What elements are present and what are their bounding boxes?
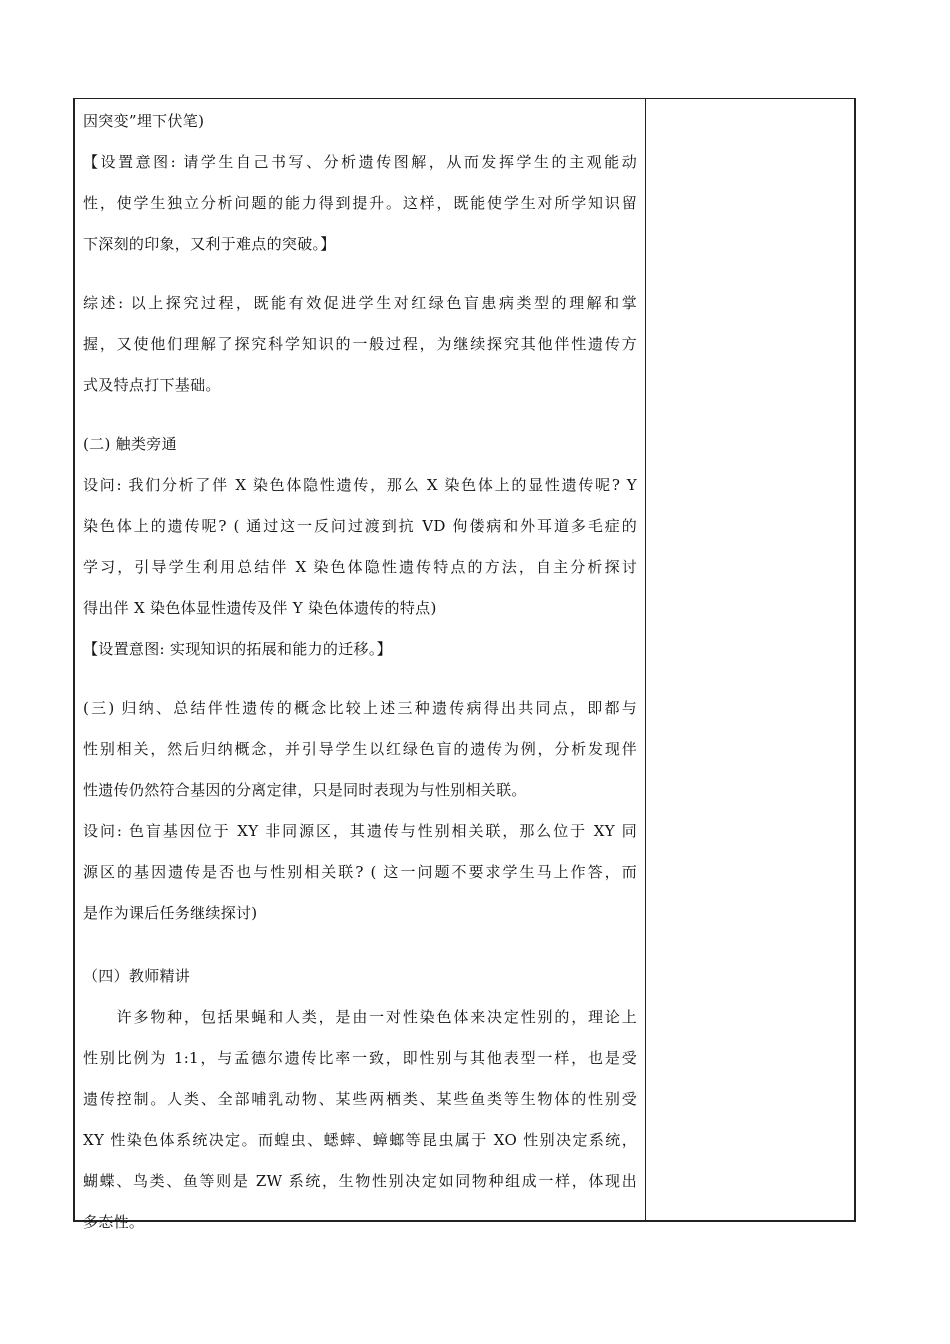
- section-heading: (二) 触类旁通: [83, 435, 177, 453]
- notes-cell: [646, 99, 854, 1220]
- text-line: 综述: 以上探究过程，既能有效促进学生对红绿色盲患病类型的理解和掌: [83, 294, 637, 312]
- text-line: 式及特点打下基础。: [83, 376, 221, 394]
- text-line: 性别比例为 1:1，与孟德尔遗传比率一致，即性别与其他表型一样，也是受: [83, 1049, 637, 1067]
- text-line: 设问: 我们分析了伴 X 染色体隐性遗传，那么 X 染色体上的显性遗传呢? Y: [83, 476, 637, 494]
- paragraph-gap: [83, 934, 637, 956]
- text-line: 因突变”埋下伏笔): [83, 112, 205, 130]
- text-line: 学习，引导学生利用总结伴 X 染色体隐性遗传特点的方法，自主分析探讨: [83, 558, 637, 576]
- text-line: 性别相关，然后归纳概念，并引导学生以红绿色盲的遗传为例，分析发现伴: [83, 740, 637, 758]
- lesson-content-cell: [75, 99, 645, 1231]
- text-line: 性遗传仍然符合基因的分离定律，只是同时表现为与性别相关联。: [83, 781, 527, 799]
- text-line: 【设置意图: 实现知识的拓展和能力的迁移。】: [83, 640, 392, 658]
- text-line: 得出伴 X 染色体显性遗传及伴 Y 染色体遗传的特点): [83, 599, 437, 617]
- text-line: 设问: 色盲基因位于 XY 非同源区，其遗传与性别相关联，那么位于 XY 同: [83, 822, 637, 840]
- text-line: 源区的基因遗传是否也与性别相关联? ( 这一问题不要求学生马上作答，而: [83, 863, 637, 881]
- text-line: 染色体上的遗传呢? ( 通过这一反问过渡到抗 VD 佝偻病和外耳道多毛症的: [83, 517, 637, 535]
- paragraph-gap: [83, 670, 637, 688]
- text-line: 遗传控制。人类、全部哺乳动物、某些两栖类、某些鱼类等生物体的性别受: [83, 1090, 637, 1108]
- text-line: 多态性。: [83, 1213, 145, 1231]
- lesson-plan-table: [73, 98, 856, 1231]
- text-line: 性，使学生独立分析问题的能力得到提升。这样，既能使学生对所学知识留: [83, 194, 637, 212]
- text-line: XY 性染色体系统决定。而蝗虫、蟋蟀、蟑螂等昆虫属于 XO 性别决定系统，: [83, 1131, 637, 1149]
- text-line: 是作为课后任务继续探讨): [83, 904, 258, 922]
- text-line: 许多物种，包括果蝇和人类，是由一对性染色体来决定性别的，理论上: [83, 1008, 637, 1026]
- text-line: 下深刻的印象，又利于难点的突破。】: [83, 235, 336, 253]
- text-line: (三) 归纳、总结伴性遗传的概念比较上述三种遗传病得出共同点，即都与: [83, 699, 637, 717]
- text-line: 握，又使他们理解了探究科学知识的一般过程，为继续探究其他伴性遗传方: [83, 335, 637, 353]
- text-line: 蝴蝶、鸟类、鱼等则是 ZW 系统，生物性别决定如同物种组成一样，体现出: [83, 1172, 637, 1190]
- text-line: 【设置意图: 请学生自己书写、分析遗传图解，从而发挥学生的主观能动: [83, 153, 637, 171]
- paragraph-gap: [83, 265, 637, 283]
- section-heading: （四）教师精讲: [83, 967, 191, 985]
- paragraph-gap: [83, 406, 637, 424]
